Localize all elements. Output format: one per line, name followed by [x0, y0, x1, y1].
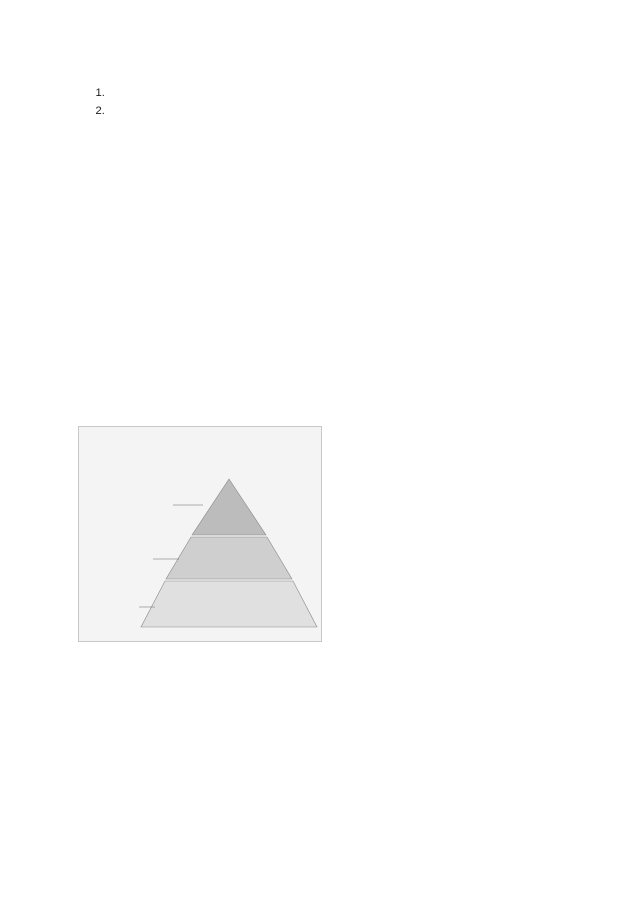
- questions-list: [78, 84, 562, 120]
- page-body: [78, 76, 562, 128]
- list-item: [108, 102, 562, 120]
- pyramid-graphic: [79, 427, 321, 641]
- pyramid-figure: [78, 426, 322, 642]
- pyramid-tier-bottom: [141, 581, 317, 627]
- pyramid-tier-top: [192, 479, 266, 535]
- list-item: [108, 84, 562, 102]
- pyramid-tier-middle: [166, 537, 292, 579]
